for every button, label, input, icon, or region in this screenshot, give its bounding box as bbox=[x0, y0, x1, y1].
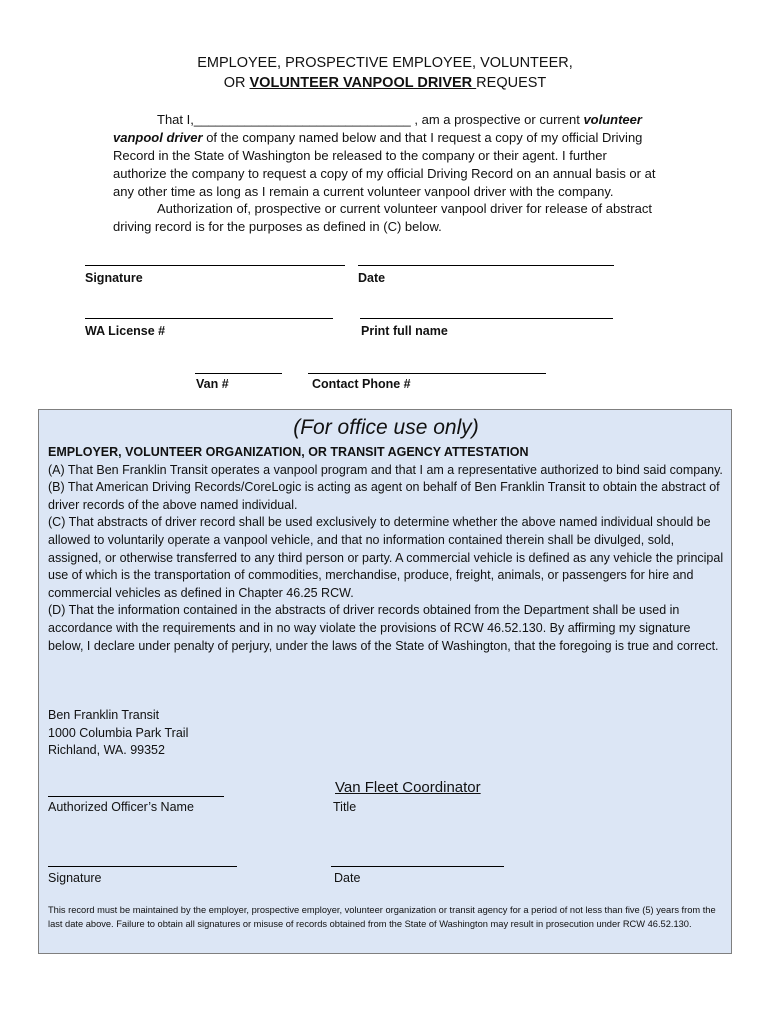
date-label: Date bbox=[358, 271, 386, 285]
address-line: Richland, WA. 99352 bbox=[48, 743, 165, 758]
form-title-line-2 bbox=[0, 73, 770, 93]
print-name-line[interactable] bbox=[360, 318, 613, 319]
wa-license-label: WA License # bbox=[85, 324, 166, 338]
attestation-title: EMPLOYER, VOLUNTEER ORGANIZATION, OR TRANSIT AGENCY ATTESTATION bbox=[48, 445, 529, 459]
intro-paragraph-2 bbox=[113, 200, 658, 236]
clause-c: (C) That abstracts of driver record shall be used exclusively to determine whether the above named individual should be allowed to voluntarily operate a vanpool vehicle, and that no information contained therein shall be divulged, sold, assigned, or otherwise transferred to any third person or party. A commercial vehicle is defined as any vehicle the principal use of which is the transportation of commodities, merchandise, produce, freight, animals, or passengers for hire and commercial vehicles as defined in Chapter 46.25 RCW. bbox=[48, 515, 724, 600]
title-prefix: OR bbox=[223, 75, 250, 91]
signature-line[interactable] bbox=[85, 265, 345, 266]
officer-name-label: Authorized Officer’s Name bbox=[48, 800, 194, 814]
print-name-label: Print full name bbox=[361, 324, 448, 338]
attestation-section bbox=[48, 444, 724, 655]
signature-label: Signature bbox=[85, 271, 143, 285]
office-use-heading: (For office use only) bbox=[293, 416, 479, 439]
address-line: 1000 Columbia Park Trail bbox=[48, 725, 189, 740]
address-line: Ben Franklin Transit bbox=[48, 708, 160, 722]
contact-phone-label: Contact Phone # bbox=[312, 377, 411, 391]
officer-name-line[interactable] bbox=[48, 796, 224, 797]
officer-signature-label: Signature bbox=[48, 871, 102, 885]
office-use-box bbox=[38, 409, 732, 954]
title-label: Title bbox=[333, 800, 357, 814]
officer-signature-line[interactable] bbox=[48, 866, 237, 867]
van-number-line[interactable] bbox=[195, 373, 282, 374]
title-underlined: VOLUNTEER VANPOOL DRIVER bbox=[249, 75, 477, 91]
clause-a: (A) That Ben Franklin Transit operates a vanpool program and that I am a representative authorized to bind said company. bbox=[48, 462, 723, 477]
intro-rest: of the company named below and that I request a copy of my official Driving Record in the State of Washington be released to the company or their agent. I further authorize the company to request a copy of my official Driving Record on an annual basis or at any other time as long as I remain a current volunteer vanpool driver with the company. bbox=[113, 130, 656, 199]
intro-emphasis: volunteer vanpool driver bbox=[113, 112, 642, 145]
intro-authorization: Authorization of, prospective or current volunteer vanpool driver for release of abstract driving record is for the purposes as defined in (C) below. bbox=[113, 201, 652, 234]
agency-address bbox=[48, 707, 724, 760]
wa-license-line[interactable] bbox=[85, 318, 333, 319]
contact-phone-line[interactable] bbox=[308, 373, 546, 374]
intro-start: That I,______________________________ , am a prospective or current bbox=[157, 112, 584, 127]
title-suffix: REQUEST bbox=[476, 75, 547, 91]
clause-b: (B) That American Driving Records/CoreLogic is acting as agent on behalf of Ben Franklin Transit to obtain the abstract of driver records of the above named individual. bbox=[48, 480, 720, 512]
form-title-line-1: EMPLOYEE, PROSPECTIVE EMPLOYEE, VOLUNTEER, bbox=[197, 55, 573, 71]
officer-date-line[interactable] bbox=[331, 866, 504, 867]
officer-date-label: Date bbox=[334, 871, 361, 885]
retention-notice: This record must be maintained by the employer, prospective employer, volunteer organization or transit agency for a period of not less than five (5) years from the last date above. Failure to obtain all signatures or misuse of records obtained from the State of Washington may result in prosecution under RCW 46.52.130. bbox=[48, 905, 716, 929]
intro-paragraph-1 bbox=[113, 111, 658, 201]
date-line[interactable] bbox=[358, 265, 614, 266]
clause-d: (D) That the information contained in the abstracts of driver records obtained from the Department shall be used in accordance with the requirements and in no way violate the provisions of RCW 46.52.130. By affirming my signature below, I declare under penalty of perjury, under the laws of the State of Washington, that the foregoing is true and correct. bbox=[48, 603, 719, 653]
title-value: Van Fleet Coordinator bbox=[335, 779, 481, 796]
van-number-label: Van # bbox=[196, 377, 229, 391]
